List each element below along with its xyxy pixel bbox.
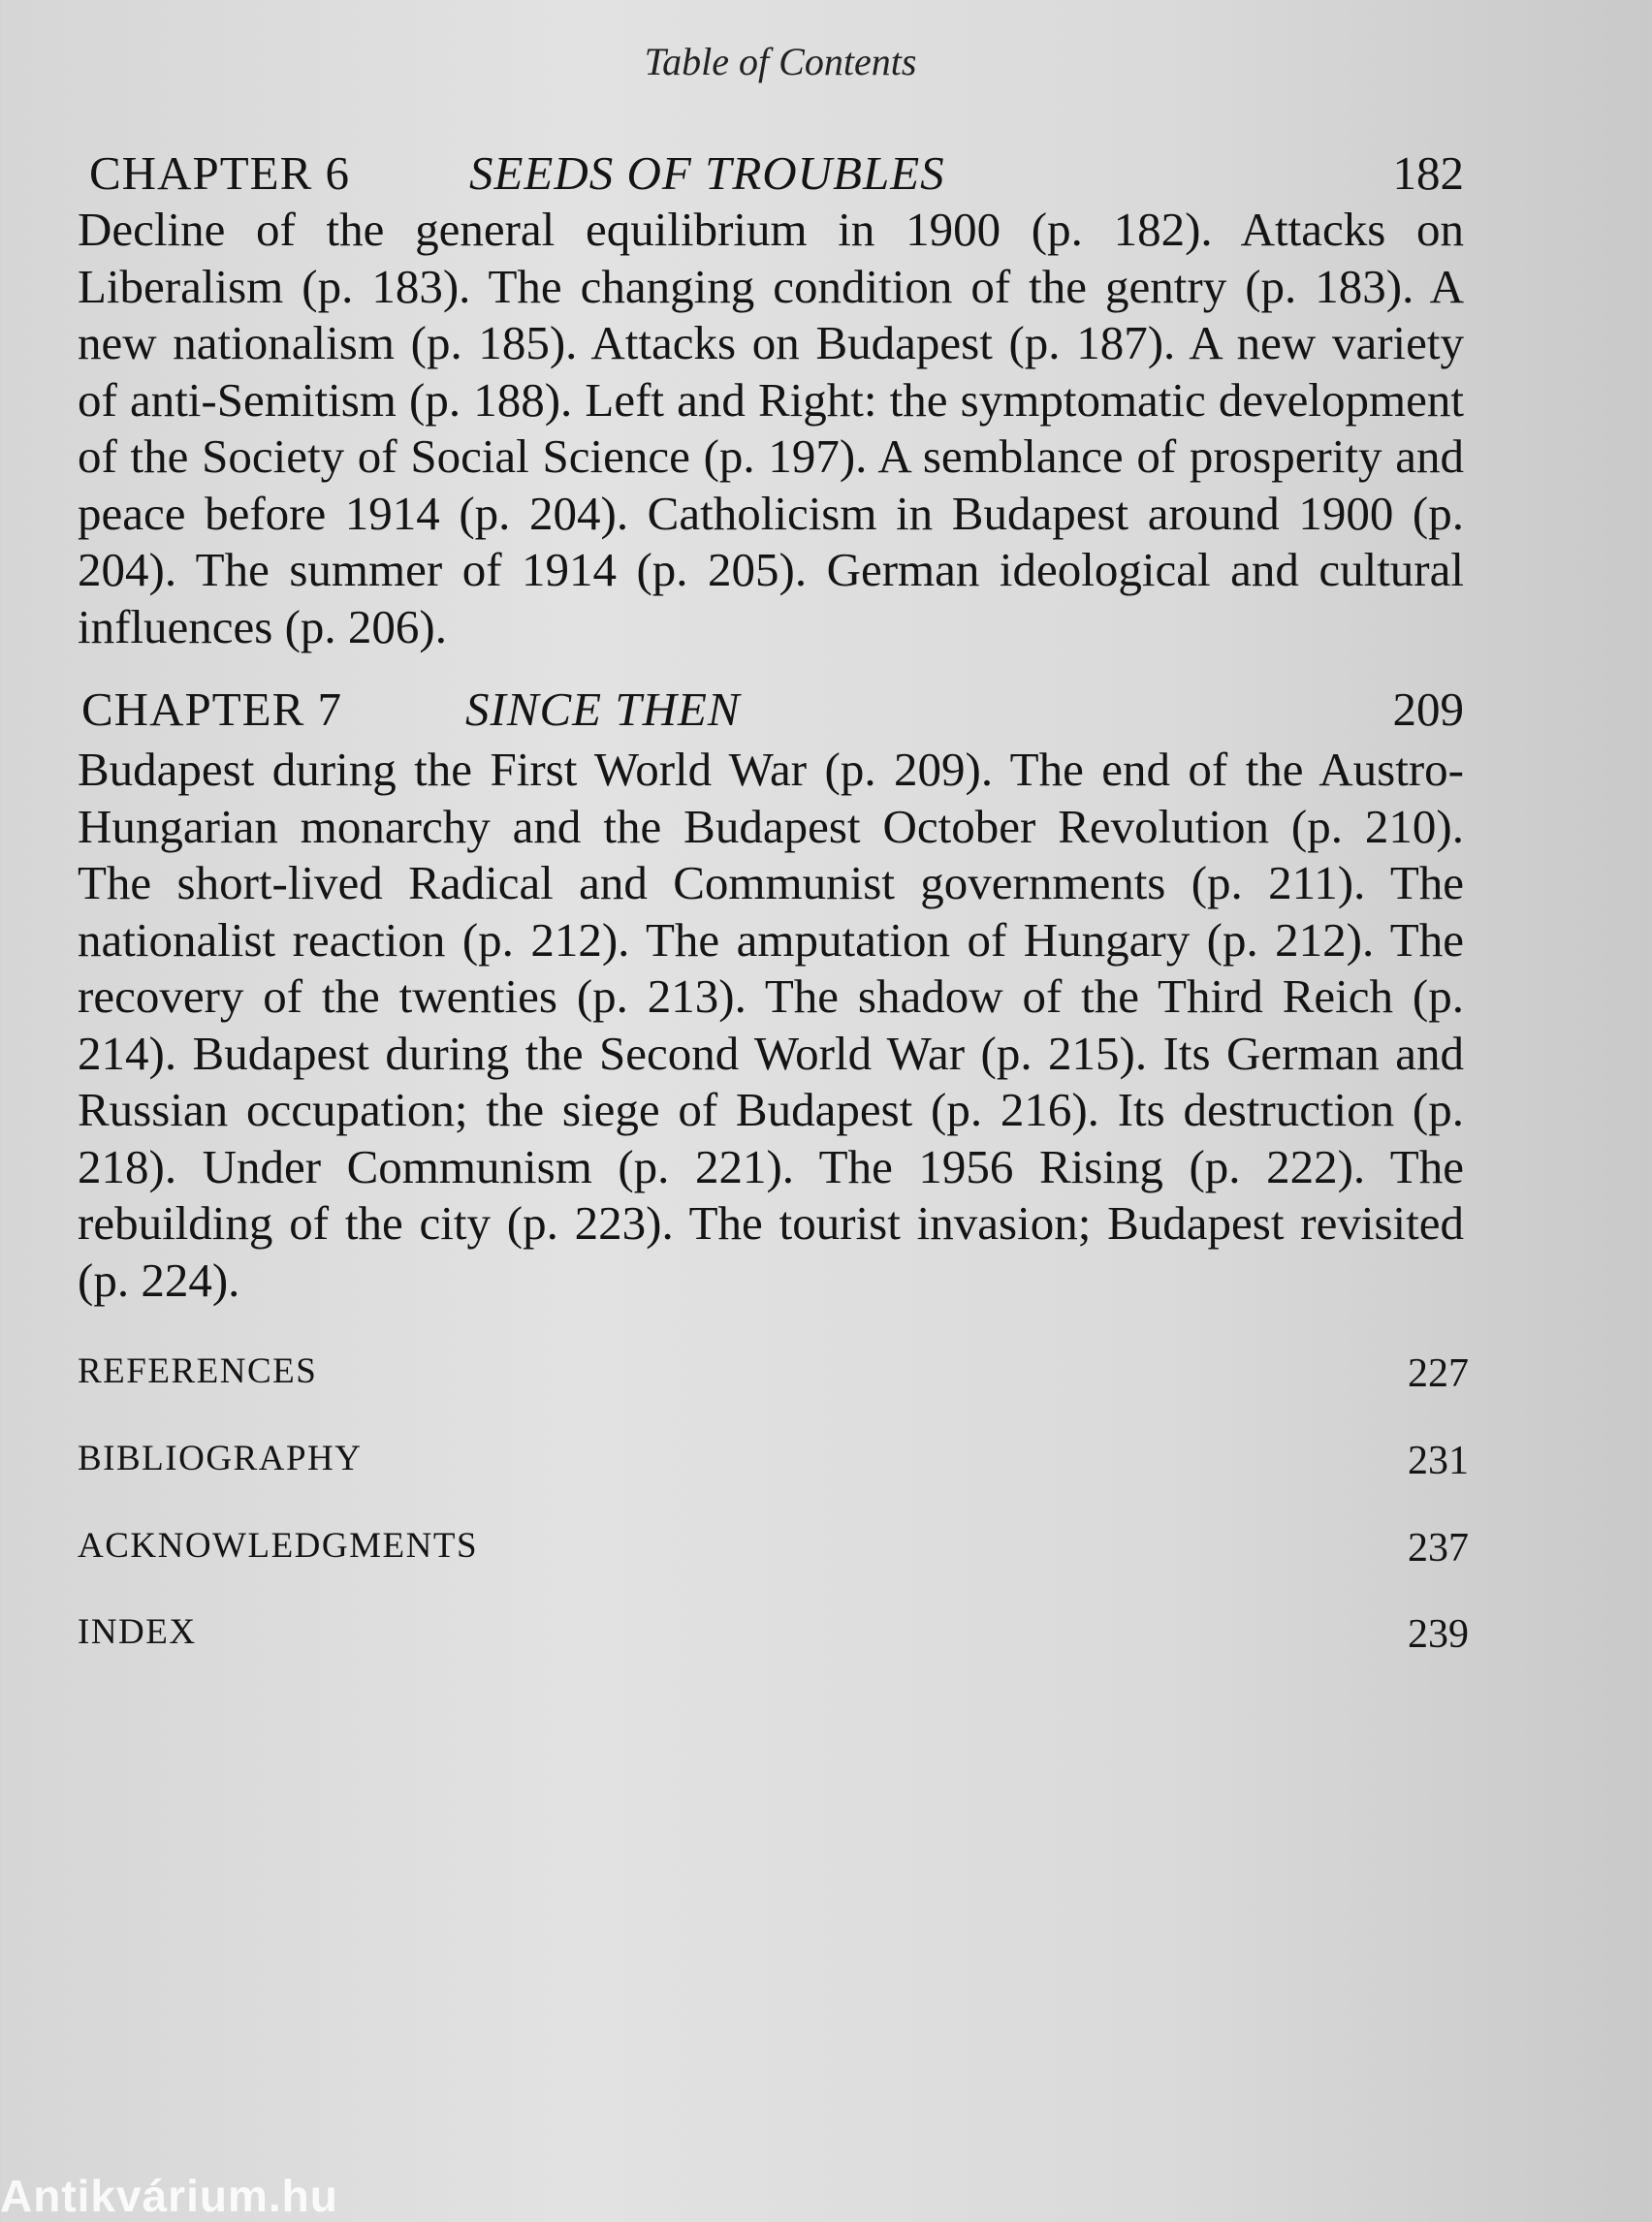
- entry-page-number: 237: [1408, 1526, 1469, 1571]
- back-matter-entry-references: [78, 1350, 1469, 1399]
- chapter-page-number: 182: [1392, 146, 1464, 200]
- chapter-heading: [78, 682, 1464, 744]
- chapter-number: CHAPTER 7: [81, 682, 343, 736]
- chapter-description: Budapest during the First World War (p. 209). The end of the Austro-Hungarian monarchy and the Budapest October Revolution (p. 210). The short-lived Radical and Communist governments (p. 211). The nationalist reaction (p. 212). The amputation of Hungary (p. 212). The recovery of the twenties (p. 213). The shadow of the Third Reich (p. 214). Budapest during the Second World War (p. 215). Its German and Russian occupation; the siege of Budapest (p. 216). Its destruction (p. 218). Under Communism (p. 221). The 1956 Rising (p. 222). The rebuilding of the city (p. 223). The tourist invasion; Budapest revisited (p. 224).: [78, 743, 1464, 1307]
- chapter-page-number: 209: [1392, 682, 1464, 736]
- entry-label: INDEX: [78, 1612, 197, 1652]
- entry-page-number: 231: [1408, 1439, 1469, 1483]
- chapter-title: SEEDS OF TROUBLES: [469, 146, 945, 200]
- chapter-entry: [78, 145, 1464, 655]
- entry-label: REFERENCES: [78, 1351, 318, 1391]
- back-matter-entry-bibliography: [78, 1438, 1469, 1486]
- entry-label: ACKNOWLEDGMENTS: [78, 1526, 479, 1566]
- chapter-number: CHAPTER 6: [89, 146, 351, 200]
- back-matter-entry-acknowledgments: [78, 1525, 1469, 1573]
- chapter-description: Decline of the general equilibrium in 1900 (p. 182). Attacks on Liberalism (p. 183). The changing condition of the gentry (p. 183). A new nationalism (p. 185). Attacks on Budapest (p. 187). A new variety of anti-Semitism (p. 188). Left and Right: the symptomatic development of the Society of Social Science (p. 197). A semblance of prosperity and peace before 1914 (p. 204). Catholicism in Budapest around 1900 (p. 204). The summer of 1914 (p. 205). German ideological and cultural influences (p. 206).: [78, 203, 1464, 653]
- chapter-heading: [78, 145, 1464, 207]
- entry-page-number: 239: [1408, 1612, 1469, 1657]
- chapter-title: SINCE THEN: [465, 682, 741, 736]
- entry-label: BIBLIOGRAPHY: [78, 1439, 363, 1478]
- entry-page-number: 227: [1408, 1351, 1469, 1396]
- watermark-logo: Antikvárium.hu: [0, 2171, 338, 2221]
- back-matter-entry-index: [78, 1611, 1469, 1660]
- running-head: Table of Contents: [644, 40, 917, 83]
- chapter-entry: [78, 682, 1464, 1309]
